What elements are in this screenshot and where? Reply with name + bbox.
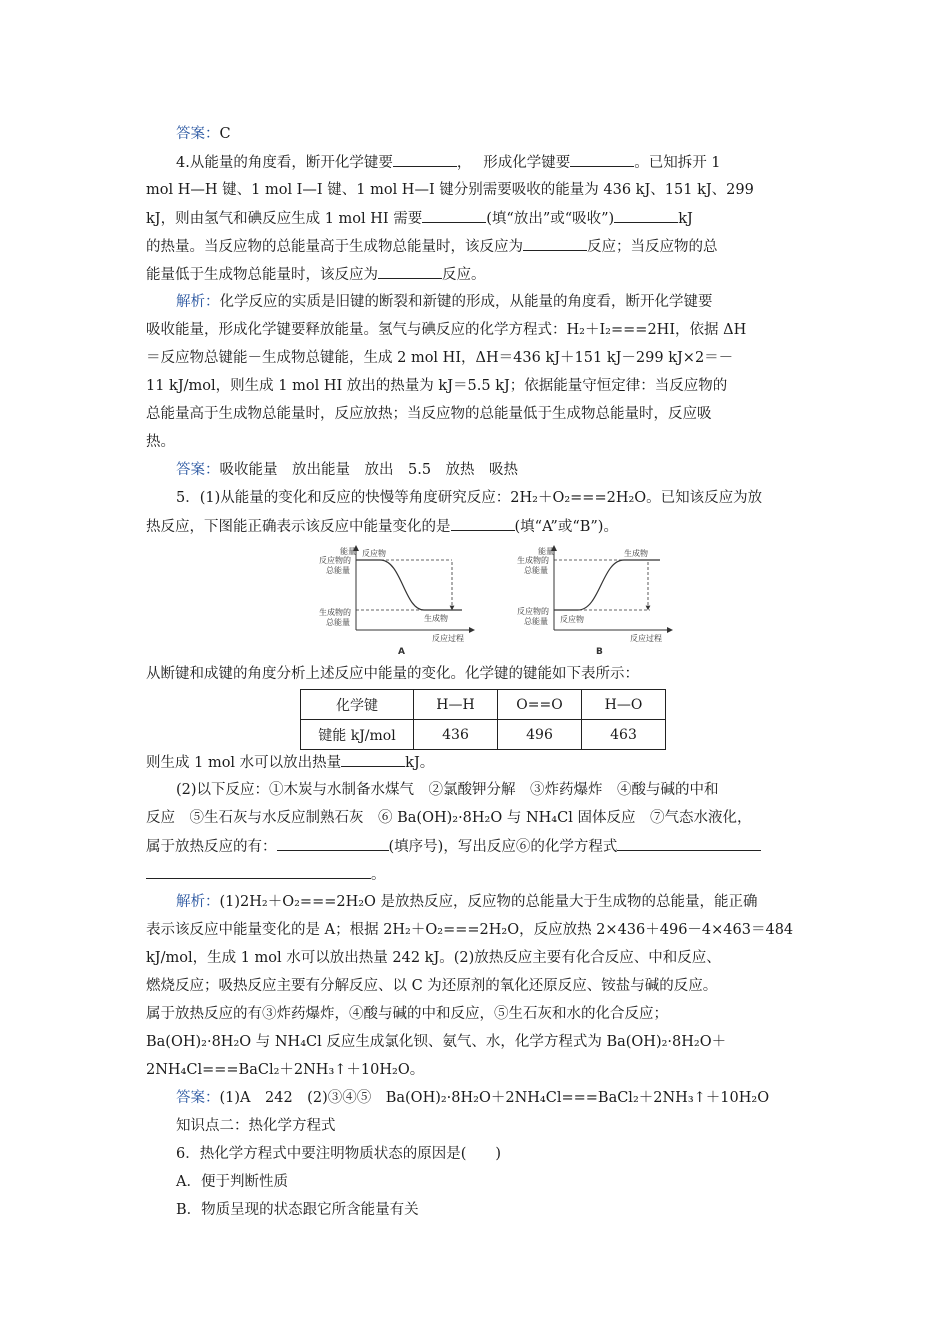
start-label: 反应物 [560, 615, 584, 624]
q4-text: 反应；当反应物的总 [587, 239, 718, 255]
answer-blank [146, 864, 371, 879]
q4-text: kJ，则由氢气和碘反应生成 1 mol HI 需要 [146, 211, 423, 227]
q5-line-8 [146, 864, 806, 885]
table-cell: 463 [582, 720, 666, 750]
q6-option-a: A．便于判断性质 [176, 1174, 288, 1190]
q4-analysis-line-3: ＝反应物总键能－生成物总键能，生成 2 mol HI，ΔH＝436 kJ＋151 kJ－299 kJ×2＝－ [146, 350, 734, 366]
q4-text: 的热量。当反应物的总能量高于生成物总能量时，该反应为 [146, 239, 523, 255]
q5-line-4 [146, 752, 806, 773]
bottom-label: 反应物的 [517, 607, 549, 616]
q5-answer [176, 1088, 806, 1108]
q4-text: 。已知拆开 1 [634, 155, 721, 171]
x-axis-label: 反应过程 [630, 634, 662, 643]
q5-line-5: (2)以下反应：①木炭与水制备水煤气 ②氯酸钾分解 ③炸药爆炸 ④酸与碱的中和 [176, 782, 719, 798]
answer-blank [393, 152, 457, 167]
q5-text: 。 [371, 867, 386, 883]
top-label: 总能量 [524, 566, 548, 575]
q5-line-6: 反应 ⑤生石灰与水反应制熟石灰 ⑥ Ba(OH)₂·8H₂O 与 NH₄Cl 固体反应 ⑦气态水液化， [146, 810, 752, 826]
q4-answer [176, 460, 806, 480]
answer-blank [614, 208, 678, 223]
q5-text: 热反应，下图能正确表示该反应中能量变化的是 [146, 519, 451, 535]
q4-line-1 [176, 152, 806, 173]
energy-diagram-a [312, 542, 482, 657]
table-cell: 496 [498, 720, 582, 750]
q6-stem: 6．热化学方程式中要注明物质状态的原因是( ) [176, 1146, 502, 1162]
q4-analysis-line-2: 吸收能量，形成化学键要释放能量。氢气与碘反应的化学方程式：H₂＋I₂===2HI，依据 ΔH [146, 322, 747, 338]
table-cell: O==O [498, 690, 582, 720]
top-label: 反应物的 [319, 556, 351, 565]
analysis-tag: 解析： [176, 894, 220, 910]
q5-analysis-line-6: Ba(OH)₂·8H₂O 与 NH₄Cl 反应生成氯化钡、氨气、水，化学方程式为 Ba(OH)₂·8H₂O＋ [146, 1034, 727, 1050]
x-axis-label: 反应过程 [432, 634, 464, 643]
answer-blank [523, 236, 587, 251]
answer-tag: 答案： [176, 126, 220, 142]
q4-text: ， 形成化学键要 [456, 155, 571, 171]
table-header-row [301, 690, 666, 720]
q4-analysis-line-1 [176, 292, 806, 312]
end-label: 生成物 [624, 549, 648, 558]
diagram-caption: B [596, 647, 603, 657]
table-cell: H—H [414, 690, 498, 720]
table-cell: H—O [582, 690, 666, 720]
answer-text: 吸收能量 放出能量 放出 5.5 放热 吸热 [219, 462, 519, 478]
bottom-label: 生成物的 [319, 608, 351, 617]
q4-line-2: mol H—H 键、1 mol I—I 键、1 mol H—I 键分别需要吸收的能量为 436 kJ、151 kJ、299 [146, 182, 754, 198]
bottom-label: 总能量 [524, 617, 548, 626]
answer-blank [570, 152, 634, 167]
table-cell: 化学键 [301, 690, 414, 720]
answer-blank [451, 516, 515, 531]
table-cell: 键能 kJ/mol [301, 720, 414, 750]
reaction-curve [554, 560, 660, 610]
answer-text: C [219, 126, 231, 142]
answer-tag: 答案： [176, 1090, 220, 1106]
analysis-tag: 解析： [176, 294, 220, 310]
q4-line-3 [146, 208, 806, 229]
q5-analysis-line-2: 表示该反应中能量变化的是 A；根据 2H₂＋O₂===2H₂O，反应放热 2×436＋496－4×463＝484 [146, 922, 794, 938]
end-label: 生成物 [424, 614, 448, 623]
q5-analysis-line-3: kJ/mol，生成 1 mol 水可以放出热量 242 kJ。(2)放热反应主要有化合反应、中和反应、 [146, 950, 721, 966]
top-label: 生成物的 [517, 556, 549, 565]
answer-blank [422, 208, 486, 223]
q4-text: 反应。 [442, 267, 486, 283]
q5-line-7 [146, 836, 806, 857]
q5-text: kJ。 [405, 755, 435, 771]
answer-blank [617, 836, 761, 851]
y-axis-label: 能量 [538, 547, 554, 556]
q5-line-2 [146, 516, 806, 537]
energy-diagram-b [510, 542, 680, 657]
bottom-label: 总能量 [326, 618, 350, 627]
q5-analysis-line-7: 2NH₄Cl===BaCl₂＋2NH₃↑＋10H₂O。 [146, 1062, 425, 1078]
answer-tag: 答案： [176, 462, 220, 478]
q4-text: kJ [678, 211, 693, 227]
q4-text: (填“放出”或“吸收”) [486, 211, 615, 227]
q5-analysis-line-1 [176, 892, 806, 912]
q5-text: (填“A”或“B”)。 [514, 519, 618, 535]
reaction-curve [356, 560, 462, 610]
q4-line-5 [146, 264, 806, 285]
top-label: 总能量 [326, 566, 350, 575]
q6-option-b: B．物质呈现的状态跟它所含能量有关 [176, 1202, 419, 1218]
q5-analysis-line-4: 燃烧反应；吸热反应主要有分解反应、以 C 为还原剂的氧化还原反应、铵盐与碱的反应。 [146, 978, 718, 994]
y-axis-label: 能量 [340, 547, 356, 556]
q5-line-3: 从断键和成键的角度分析上述反应中能量的变化。化学键的键能如下表所示： [146, 666, 639, 682]
q4-analysis-line-5: 总能量高于生成物总能量时，反应放热；当反应物的总能量低于生成物总能量时，反应吸 [146, 406, 712, 422]
start-label: 反应物 [362, 549, 386, 558]
analysis-text: (1)2H₂＋O₂===2H₂O 是放热反应，反应物的总能量大于生成物的总能量，能正确 [219, 894, 758, 910]
q5-text: (填序号)，写出反应⑥的化学方程式 [388, 839, 618, 855]
q3-answer [176, 124, 806, 144]
q5-text: 属于放热反应的有： [146, 839, 277, 855]
bond-energy-table [300, 689, 666, 750]
q4-analysis-line-4: 11 kJ/mol，则生成 1 mol HI 放出的热量为 kJ＝5.5 kJ；依据能量守恒定律：当反应物的 [146, 378, 728, 394]
table-row [301, 720, 666, 750]
answer-blank [341, 752, 405, 767]
analysis-text: 化学反应的实质是旧键的断裂和新键的形成，从能量的角度看，断开化学键要 [219, 294, 713, 310]
diagram-caption: A [398, 647, 405, 657]
q5-analysis-line-5: 属于放热反应的有③炸药爆炸，④酸与碱的中和反应，⑤生石灰和水的化合反应； [146, 1006, 668, 1022]
answer-text: (1)A 242 (2)③④⑤ Ba(OH)₂·8H₂O＋2NH₄Cl===BaCl₂＋2NH₃↑＋10H₂O [219, 1090, 770, 1106]
q4-text: 能量低于生成物总能量时，该反应为 [146, 267, 378, 283]
q4-line-4 [146, 236, 806, 257]
answer-blank [277, 836, 389, 851]
table-cell: 436 [414, 720, 498, 750]
answer-blank [378, 264, 442, 279]
q4-text: 4.从能量的角度看，断开化学键要 [176, 155, 393, 171]
q5-text: 则生成 1 mol 水可以放出热量 [146, 755, 342, 771]
section-title: 知识点二：热化学方程式 [176, 1118, 336, 1134]
q5-line-1: 5．(1)从能量的变化和反应的快慢等角度研究反应：2H₂＋O₂===2H₂O。已知该反应为放 [176, 490, 763, 506]
q4-analysis-line-6: 热。 [146, 434, 175, 450]
